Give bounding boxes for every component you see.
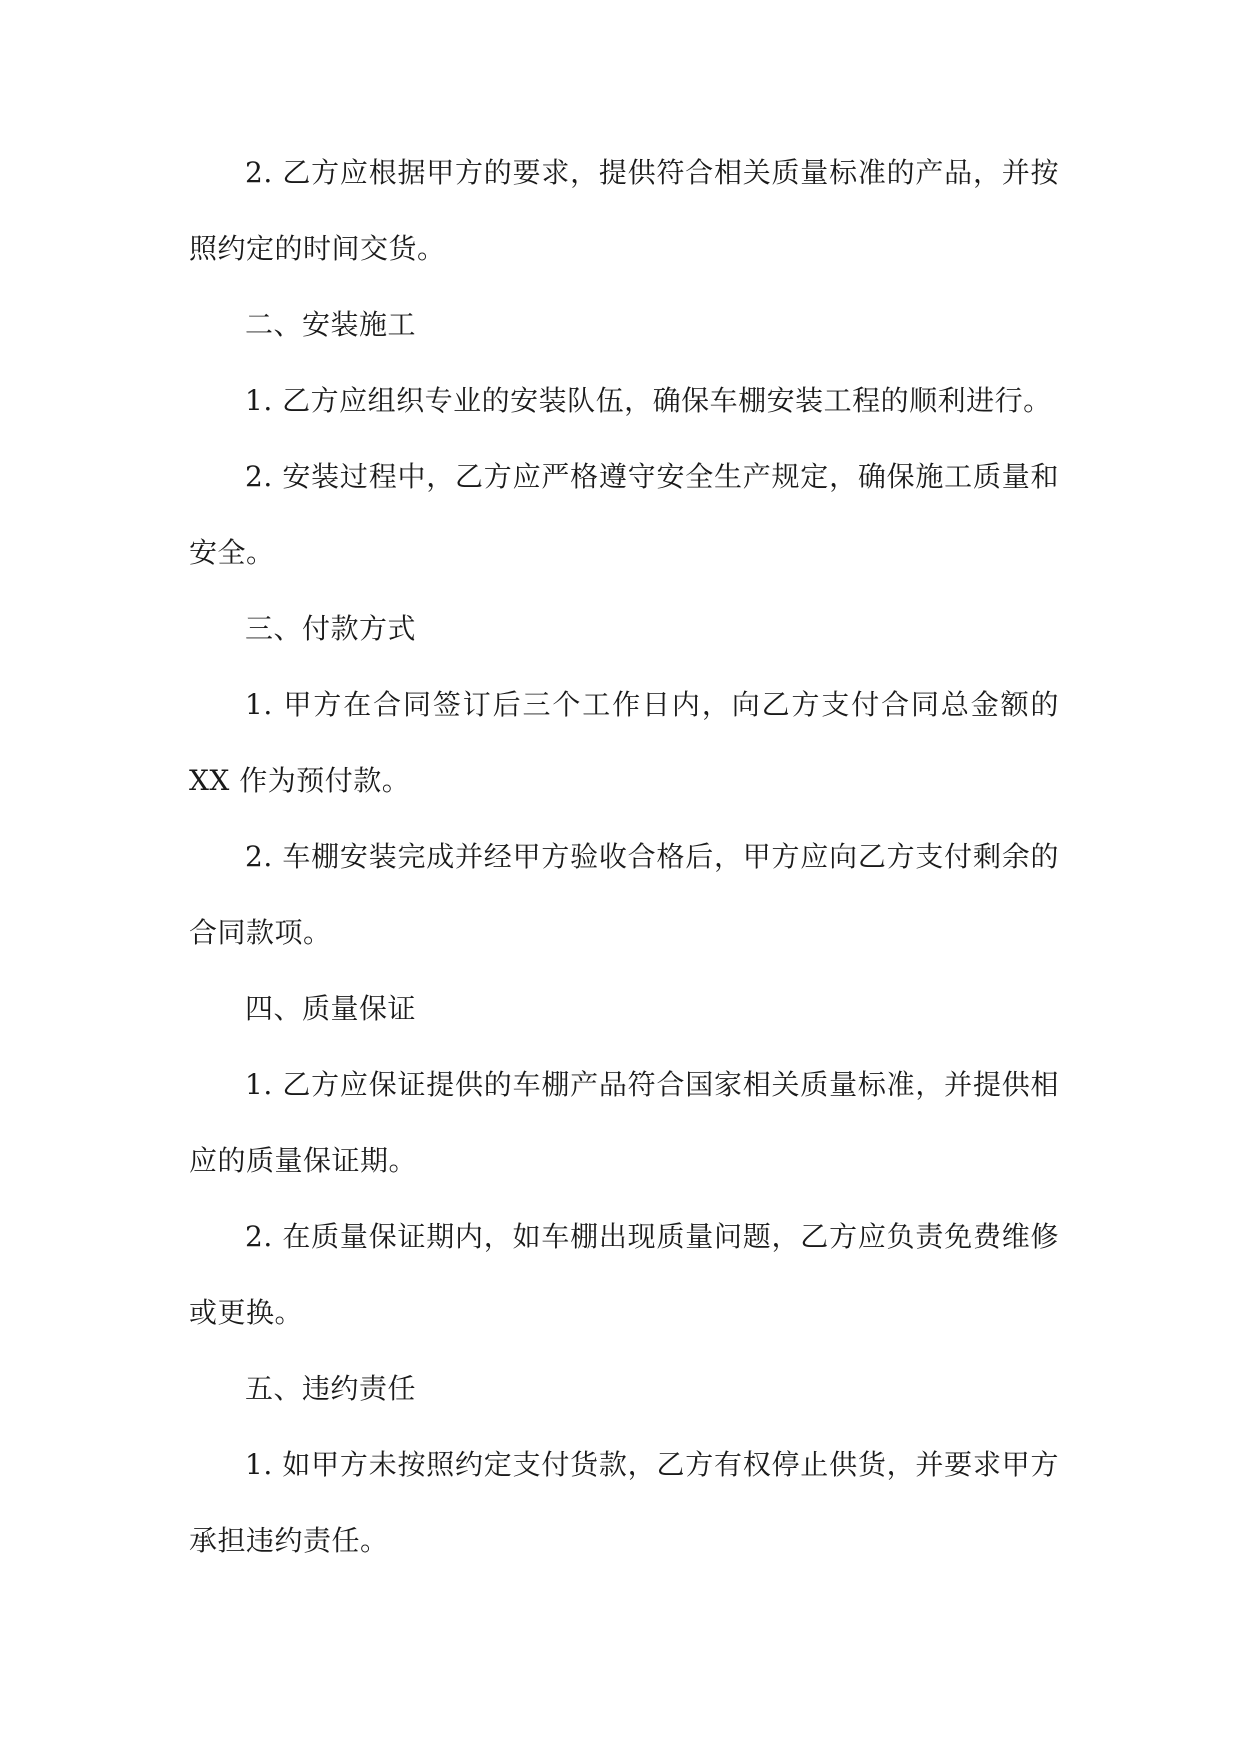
document-body — [189, 135, 1059, 1579]
clause-paragraph: 1. 甲方在合同签订后三个工作日内，向乙方支付合同总金额的XX 作为预付款。 — [189, 688, 1059, 797]
section-heading-quality: 四、质量保证 — [245, 992, 417, 1025]
section-heading-breach: 五、违约责任 — [245, 1372, 417, 1405]
section-heading-payment: 三、付款方式 — [245, 612, 417, 645]
clause-paragraph: 2. 安装过程中，乙方应严格遵守安全生产规定，确保施工质量和安全。 — [189, 460, 1059, 569]
clause-paragraph: 2. 乙方应根据甲方的要求，提供符合相关质量标准的产品，并按照约定的时间交货。 — [189, 156, 1059, 265]
clause-paragraph: 1. 乙方应保证提供的车棚产品符合国家相关质量标准，并提供相应的质量保证期。 — [189, 1068, 1059, 1177]
clause-paragraph: 1. 乙方应组织专业的安装队伍，确保车棚安装工程的顺利进行。 — [245, 384, 1052, 417]
section-heading-installation: 二、安装施工 — [245, 308, 417, 341]
clause-paragraph: 2. 在质量保证期内，如车棚出现质量问题，乙方应负责免费维修或更换。 — [189, 1220, 1059, 1329]
clause-paragraph: 1. 如甲方未按照约定支付货款，乙方有权停止供货，并要求甲方承担违约责任。 — [189, 1448, 1059, 1557]
clause-paragraph: 2. 车棚安装完成并经甲方验收合格后，甲方应向乙方支付剩余的合同款项。 — [189, 840, 1059, 949]
